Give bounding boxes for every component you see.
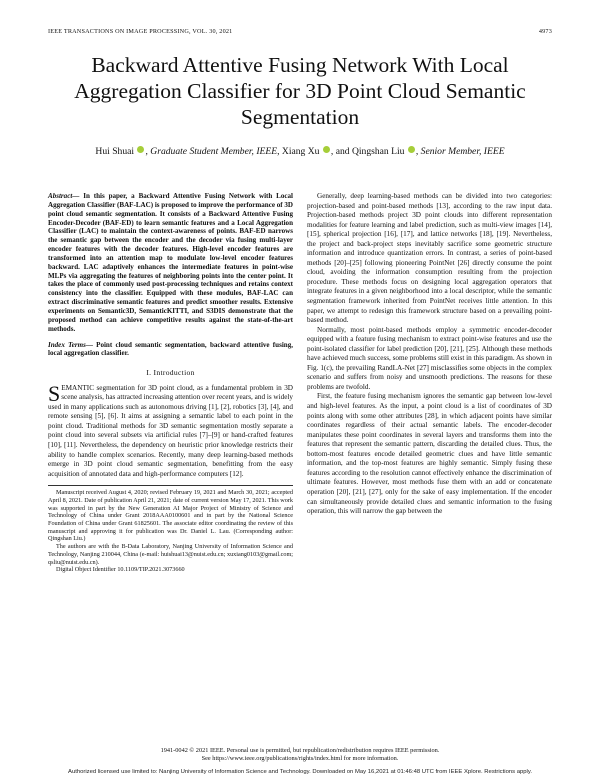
orcid-icon[interactable]	[408, 146, 415, 153]
intro-text: EMANTIC segmentation for 3D point cloud, as a fundamental problem in 3D scene analysis, has attracted increasing attention over recent years, and is widely used in many applications such as autonomous driving [1], [2], robotics [3], [4], and remote sensing [5], [6]. It aims at assigning a semantic label to each point in the point cloud. Traditional methods for 3D semantic segmentation mostly separate a point cloud into several subsets via artificial rules [7]–[9] or hand-crafted features [10], [11]. Nevertheless, the dependency on heuristic prior knowledge restricts their ability to handle complex scenarios. Recently, many deep learning-based methods emerge in 3D point cloud semantic segmentation, benefitting from the easy acquisition of annotated data and high-performance computers [12].	[48, 383, 293, 478]
author-line: Hui Shuai , Graduate Student Member, IEEE, Xiang Xu , and Qingshan Liu , Senior Member, IEEE	[95, 146, 505, 157]
body-paragraph: Generally, deep learning-based methods can be divided into two categories: projection-based and point-based methods [13], according to the raw input data. Projection-based methods project 3D point clouds into different representation modalities for feature learning and label prediction, such as multi-view images [14], [15], spherical projection [16], [17], and lattice networks [18], [19]. Nevertheless, the project and back-project steps inevitably sacrifice some geometric structure information and introduce quantization errors. In contrast, a series of point-based methods [20]–[25] following pioneering PointNet [26] directly consume the point cloud, avoiding the information consumption resulting from the projection procedure. These methods focus on designing local aggregation operators that integrate features in a given neighborhood into a local descriptor, while the semantic segmentation framework inherited from PointNet receives little attention. In this paper, we attempt to redesign this framework structure based on a prevailing point-based method.	[307, 192, 552, 325]
paper-title: Backward Attentive Fusing Network With Local Aggregation Classifier for 3D Point Cloud Semantic Segmentation	[74, 53, 526, 129]
left-column	[48, 192, 293, 574]
footnote-doi: Digital Object Identifier 10.1109/TIP.2021.3073660	[56, 566, 185, 574]
footnote-manuscript: Manuscript received August 4, 2020; revised February 19, 2021 and March 30, 2021; accepted April 8, 2021. Date of publication April 21, 2021; date of current version May 17, 2021. This work was supported in part by the New Generation AI Major Project of Ministry of Science and Technology of China under Grant 2018AAA0100601 and in part by the National Science Foundation of China under Grant 61825601. The associate editor coordinating the review of this manuscript and approving it for publication was Dr. Daniel L. Lau. (Corresponding author: Qingshan Liu.)	[48, 489, 293, 543]
orcid-icon[interactable]	[323, 146, 330, 153]
page-number: 4973	[538, 28, 552, 35]
rights-link[interactable]: See https://www.ieee.org/publications/rights/index.html for more information.	[201, 755, 399, 762]
index-terms-text: — Point cloud semantic segmentation, backward attentive fusing, local aggregation classifier.	[48, 340, 293, 358]
drop-cap: S	[48, 380, 61, 406]
footnote	[48, 485, 293, 574]
author-name: Xiang Xu	[281, 146, 320, 157]
index-terms-lead: Index Terms	[48, 340, 86, 349]
index-terms	[48, 341, 293, 359]
orcid-icon[interactable]	[137, 146, 144, 153]
author-role: Graduate Student Member, IEEE	[150, 146, 278, 157]
body-paragraph: Normally, most point-based methods employ a symmetric encoder-decoder equipped with a feature fusing mechanism to extract point-wise features and use the point-isolated classifier for label prediction [20], [21], [25]. Although these methods have achieved much success, some problems still exist in this paradigm. As shown in Fig. 1(c), the prevailing RandLA-Net [27] misclassifies some objects in the complex scenario and suffers from noisy and unsmooth predictions. The reasons for these problems are twofold.	[307, 325, 552, 391]
intro-paragraph	[48, 380, 293, 479]
author-name: and Qingshan Liu	[335, 146, 405, 157]
right-column	[307, 192, 552, 517]
section-heading: I. Introduction	[146, 368, 195, 378]
abstract-lead: Abstract	[48, 192, 73, 200]
author-name: Hui Shuai	[95, 146, 135, 157]
abstract-text: — In this paper, a Backward Attentive Fusing Network with Local Aggregation Classifier (BAF-LAC) is proposed to improve the performance of 3D point cloud semantic segmentation. It consists of a Backward Attentive Fusing Encoder-Decoder (BAF-ED) to learn semantic features and a Local Aggregation Classifier (LAC) to maintain the context-awareness of points. BAF-ED narrows the semantic gap between the encoder and the decoder via fusing multi-layer encoder features with the decoder features. High-level encoder features are transformed into an attention map to modulate low-level encoder features backward. LAC adaptively enhances the intermediate features in point-wise MLPs via aggregating the features of neighboring points into the center point. It takes the place of commonly used post-processing techniques and retains context consistency into the classifier. Equipped with these modules, BAF-LAC can extract discriminative semantic features and predict smoother results. Extensive experiments on Semantic3D, SemanticKITTI, and S3DIS demonstrate that the proposed method can achieve competitive results against the state-of-the-art methods.	[48, 192, 293, 333]
footnote-affiliation: The authors are with the B-Data Laboratory, Nanjing University of Information Science and Technology, Nanjing 210044, China (e-mail: huishuai13@nuist.edu.cn; xuxiang0103@gmail.com; qsliu@nuist.edu.cn).	[48, 543, 293, 566]
journal-header: IEEE TRANSACTIONS ON IMAGE PROCESSING, VOL. 30, 2021	[48, 28, 233, 35]
copyright-notice	[40, 747, 560, 763]
body-paragraph: First, the feature fusing mechanism ignores the semantic gap between low-level and high-level features. As the input, a point cloud is a list of coordinates of 3D points along with some other attributes [28], in which adjacent points have similar coordinates regardless of their actual semantic labels. The encoder-decoder manipulates these point coordinates in several layers and transforms them into the features that represent the semantic pattern, discarding the detailed clues. Thus, the bottom-most features encode detailed geometric clues and have little semantic information, and the top-most features are highly semantic. Simply fusing these features according to the resolution cannot effectively enhance the discrimination of ultimate features. However, most methods fuse them with an add or concatenate operation [20], [21], [27], only for the sake of easy implementation. If the encoder can simultaneously provide detailed clues and semantic information to the fusing operation, this will narrow the gap between the	[307, 392, 552, 516]
author-role: Senior Member, IEEE	[420, 146, 505, 157]
abstract	[48, 192, 293, 334]
license-banner: Authorized licensed use limited to: Nanjing University of Information Science and Technology. Downloaded on May 16,2021 at 01:46:48 UTC from IEEE Xplore. Restrictions apply.	[68, 769, 532, 775]
copyright-line: 1941-0042 © 2021 IEEE. Personal use is permitted, but republication/redistribution requires IEEE permission.	[160, 747, 440, 754]
